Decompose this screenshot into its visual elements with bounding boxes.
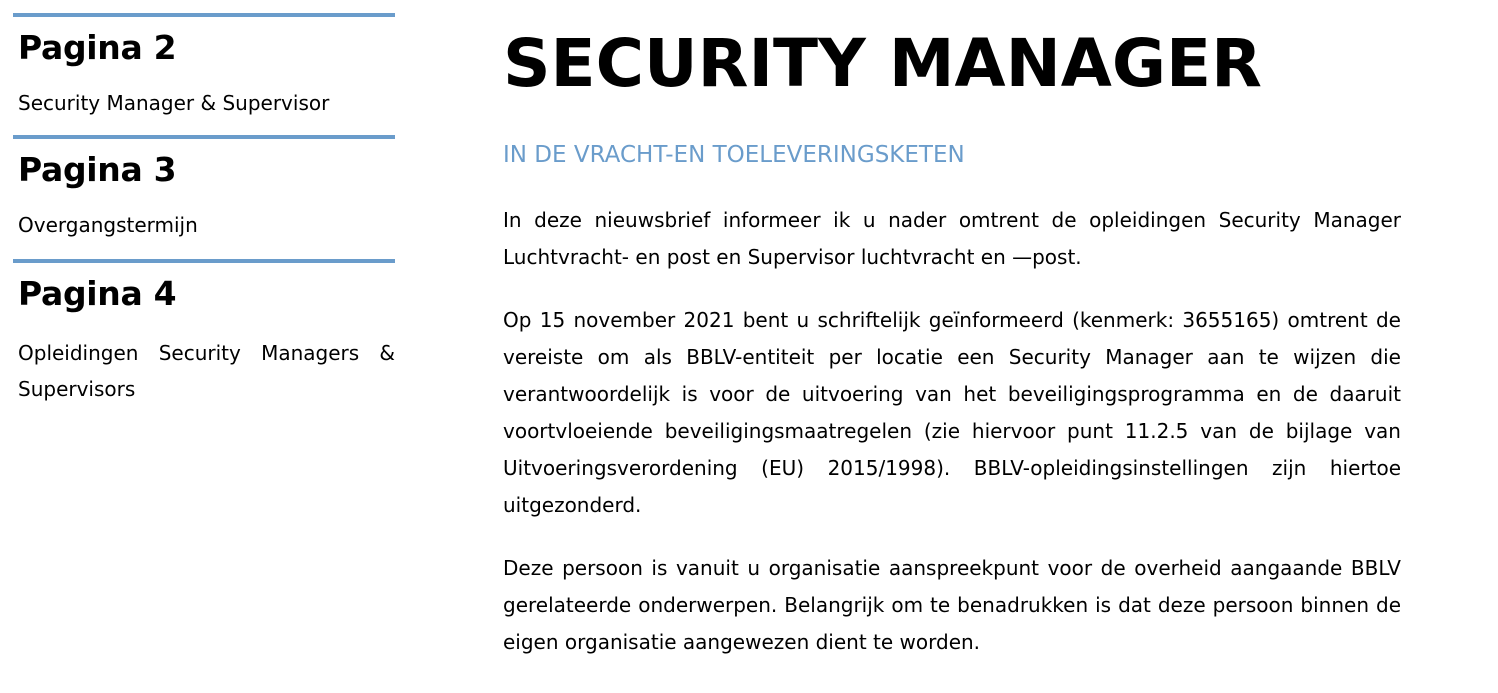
toc-description: Opleidingen Security Managers & Supervisors — [18, 341, 395, 401]
article-title: SECURITY MANAGER — [503, 25, 1262, 102]
toc-entry-page-3 — [13, 135, 395, 259]
table-of-contents — [13, 13, 395, 419]
article-subtitle: IN DE VRACHT-EN TOELEVERINGSKETEN — [503, 142, 965, 168]
toc-entry-page-4 — [13, 259, 395, 419]
toc-heading: Pagina 4 — [18, 274, 177, 313]
toc-heading: Pagina 2 — [18, 28, 177, 67]
article — [503, 22, 1401, 661]
article-paragraph: Op 15 november 2021 bent u schriftelijk geïnformeerd (kenmerk: 3655165) omtrent de vereiste om als BBLV-entiteit per locatie een Security Manager aan te wijzen die verantwoordelijk is voor de uitvoering van het beveiligingsprogramma en de daaruit voortvloeiende beveiligingsmaatregelen (zie hiervoor punt 11.2.5 van de bijlage van Uitvoeringsverordening (EU) 2015/1998). BBLV-opleidingsinstellingen zijn hiertoe uitgezonderd. — [503, 308, 1401, 517]
article-paragraph: Deze persoon is vanuit u organisatie aanspreekpunt voor de overheid aangaande BBLV gerelateerde onderwerpen. Belangrijk om te benadrukken is dat deze persoon binnen de eigen organisatie aangewezen dient te worden. — [503, 556, 1401, 654]
article-paragraph: In deze nieuwsbrief informeer ik u nader omtrent de opleidingen Security Manager Luchtvracht- en post en Supervisor luchtvracht en —post. — [503, 208, 1401, 269]
toc-description: Security Manager & Supervisor — [18, 91, 330, 115]
toc-heading: Pagina 3 — [18, 150, 177, 189]
toc-description: Overgangstermijn — [18, 213, 198, 237]
toc-entry-page-2 — [13, 13, 395, 135]
